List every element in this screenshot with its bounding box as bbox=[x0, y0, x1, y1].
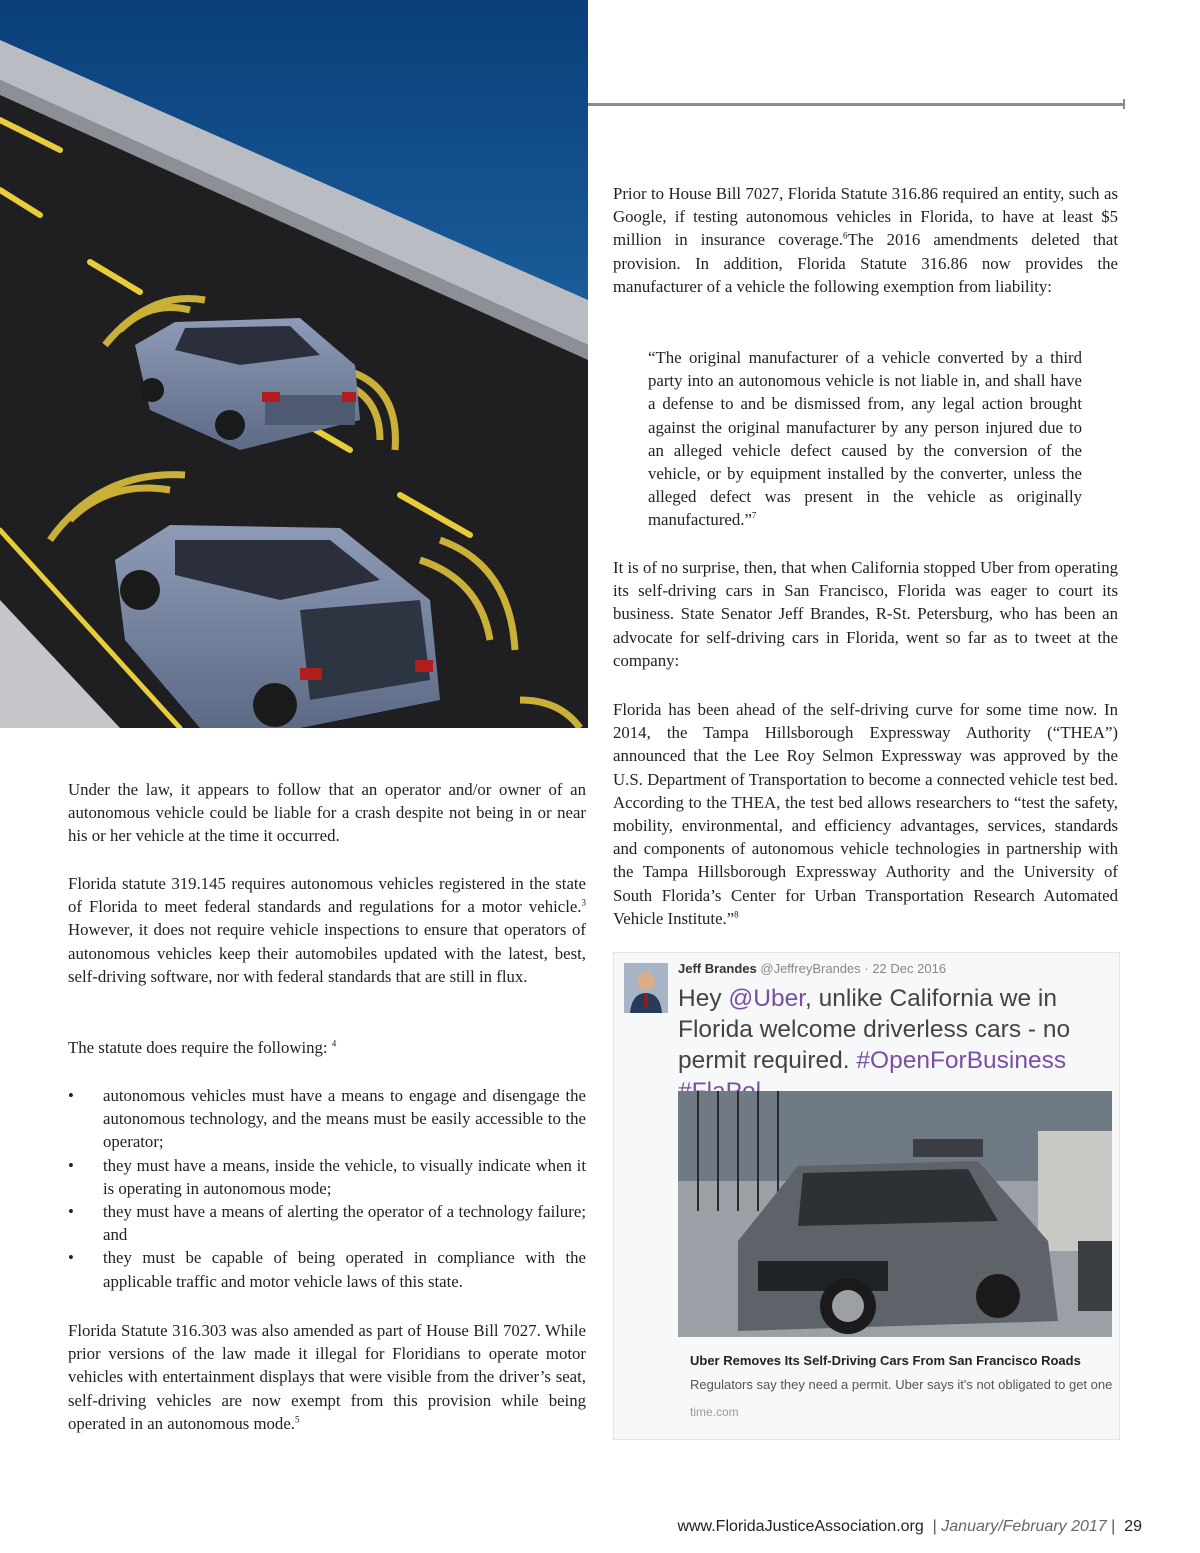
tweet-author[interactable]: Jeff Brandes bbox=[678, 961, 757, 976]
liability-paragraph: Under the law, it appears to follow that an operator and/or owner of an autonomous vehicle could be liable for a crash despite not being in or near his or her vehicle at the time it occurred. bbox=[68, 780, 586, 846]
tweet-photo[interactable] bbox=[678, 1091, 1112, 1337]
website-link[interactable]: www.FloridaJusticeAssociation.org bbox=[677, 1518, 924, 1535]
intro-paragraph bbox=[613, 182, 1118, 298]
list-item: • they must have a means, inside the vehicle, to visually indicate when it is operating in autonomous mode; bbox=[68, 1154, 586, 1200]
link-card-description: Regulators say they need a permit. Uber says it's not obligated to get one bbox=[690, 1377, 1113, 1392]
tweet-handle-date: @JeffreyBrandes · 22 Dec 2016 bbox=[760, 961, 947, 976]
footer-separator: | bbox=[932, 1518, 937, 1535]
page-number: 29 bbox=[1124, 1518, 1142, 1535]
hero-illustration bbox=[0, 0, 588, 728]
page-footer bbox=[677, 1518, 1142, 1536]
autonomous-cars-illustration bbox=[0, 0, 588, 728]
footnote-ref: 4 bbox=[331, 1038, 337, 1049]
avatar bbox=[624, 963, 668, 1013]
mention-link[interactable]: @Uber bbox=[728, 985, 806, 1012]
list-item: • they must have a means of alerting the operator of a technology failure; and bbox=[68, 1200, 586, 1246]
display-paragraph: Florida Statute 316.303 was also amended as part of House Bill 7027. While prior versions of the law made it illegal for Floridians to operate motor vehicles with entertainment displays that were visible from the driver’s seat, self-driving vehicles are now exempt from this provision while being operated in an autonomous mode.$^5$ bbox=[68, 1321, 586, 1433]
statute-paragraph: Florida statute 319.145 requires autonomous vehicles registered in the state of Florida to meet federal standards and regulations for a motor vehicle.$^3$ However, it does not require vehicle inspections to ensure that operators of autonomous vehicles keep their automobiles updated with the latest, best, self-driving software, nor with federal standards that are still in flux. bbox=[68, 874, 586, 986]
requirements-intro: The statute does require the following: $^4$ bbox=[68, 1038, 337, 1057]
link-card-source[interactable]: time.com bbox=[690, 1405, 739, 1419]
list-item: • they must be capable of being operated in compliance with the applicable traffic and motor vehicle laws of this state. bbox=[68, 1246, 586, 1292]
tweet-meta bbox=[678, 961, 946, 976]
uber-car-photo bbox=[678, 1091, 1112, 1337]
footnote-ref: 7 bbox=[751, 510, 757, 521]
footnote-ref: 5 bbox=[294, 1414, 300, 1425]
header-rule-tick bbox=[1123, 99, 1125, 109]
footnote-ref: 6 bbox=[842, 230, 848, 241]
intro-text: Prior to House Bill 7027, Florida Statute 316.86 required an entity, such as Google, if testing autonomous vehicles in Florida, to have at least $5 million in insurance coverage. bbox=[613, 184, 1118, 250]
hashtag-link[interactable]: #OpenForBusiness bbox=[856, 1047, 1067, 1074]
quote-text: “The original manufacturer of a vehicle converted by a third party into an autonomous vehicle is not liable in, and shall have a defense to and be dismissed from, any legal action brought against the original manufacturer by any person injured due to an alleged vehicle defect caused by the conversion of the vehicle, or by equipment installed by the converter, unless the alleged defect was present in the vehicle as originally manufactured.” bbox=[648, 348, 1082, 530]
header-rule bbox=[588, 103, 1125, 106]
footnote-ref: 3 bbox=[581, 897, 586, 908]
tweet-text: Hey @Uber, unlike California we in Florida welcome driverless cars - no permit required. #OpenForBusiness bbox=[678, 983, 1118, 1107]
link-card-title[interactable]: Uber Removes Its Self-Driving Cars From San Francisco Roads bbox=[690, 1353, 1081, 1368]
issue-date: January/February 2017 bbox=[941, 1518, 1107, 1535]
intro-text-cont: The 2016 amendments deleted that provision. In addition, Florida Statute 316.86 now provides the manufacturer of a vehicle the following exemption from liability: bbox=[613, 230, 1118, 296]
blockquote bbox=[648, 346, 1082, 532]
footer-separator: | bbox=[1111, 1518, 1116, 1535]
footnote-ref: 8 bbox=[734, 909, 739, 920]
thea-text: Florida has been ahead of the self-driving curve for some time now. In 2014, the Tampa Hillsborough Expressway Authority (“THEA”) announced that the Lee Roy Selmon Expressway was approved by the U.S. Department of Transportation to become a connected vehicle test bed. According to the THEA, the test bed allows researchers to “test the safety, mobility, environmental, and efficiency advantages, services, standards and components of autonomous vehicle technologies in partnership with the Tampa Hillsborough Expressway Authority and the University of South Florida’s Center for Urban Transportation Research Automated Vehicle Institute.” bbox=[613, 700, 1118, 928]
list-item: • autonomous vehicles must have a means to engage and disengage the autonomous technology, and the means must be easily accessible to the operator; bbox=[68, 1084, 586, 1154]
embedded-tweet[interactable] bbox=[613, 952, 1120, 1440]
requirements-list bbox=[68, 1084, 586, 1293]
uber-paragraph: It is of no surprise, then, that when California stopped Uber from operating its self-driving cars in San Francisco, Florida was eager to court its business. State Senator Jeff Brandes, R-St. Petersburg, who has been an advocate for self-driving cars in Florida, went so far as to tweet at the company: bbox=[613, 558, 1118, 670]
person-icon bbox=[624, 963, 668, 1013]
thea-paragraph bbox=[613, 698, 1118, 930]
